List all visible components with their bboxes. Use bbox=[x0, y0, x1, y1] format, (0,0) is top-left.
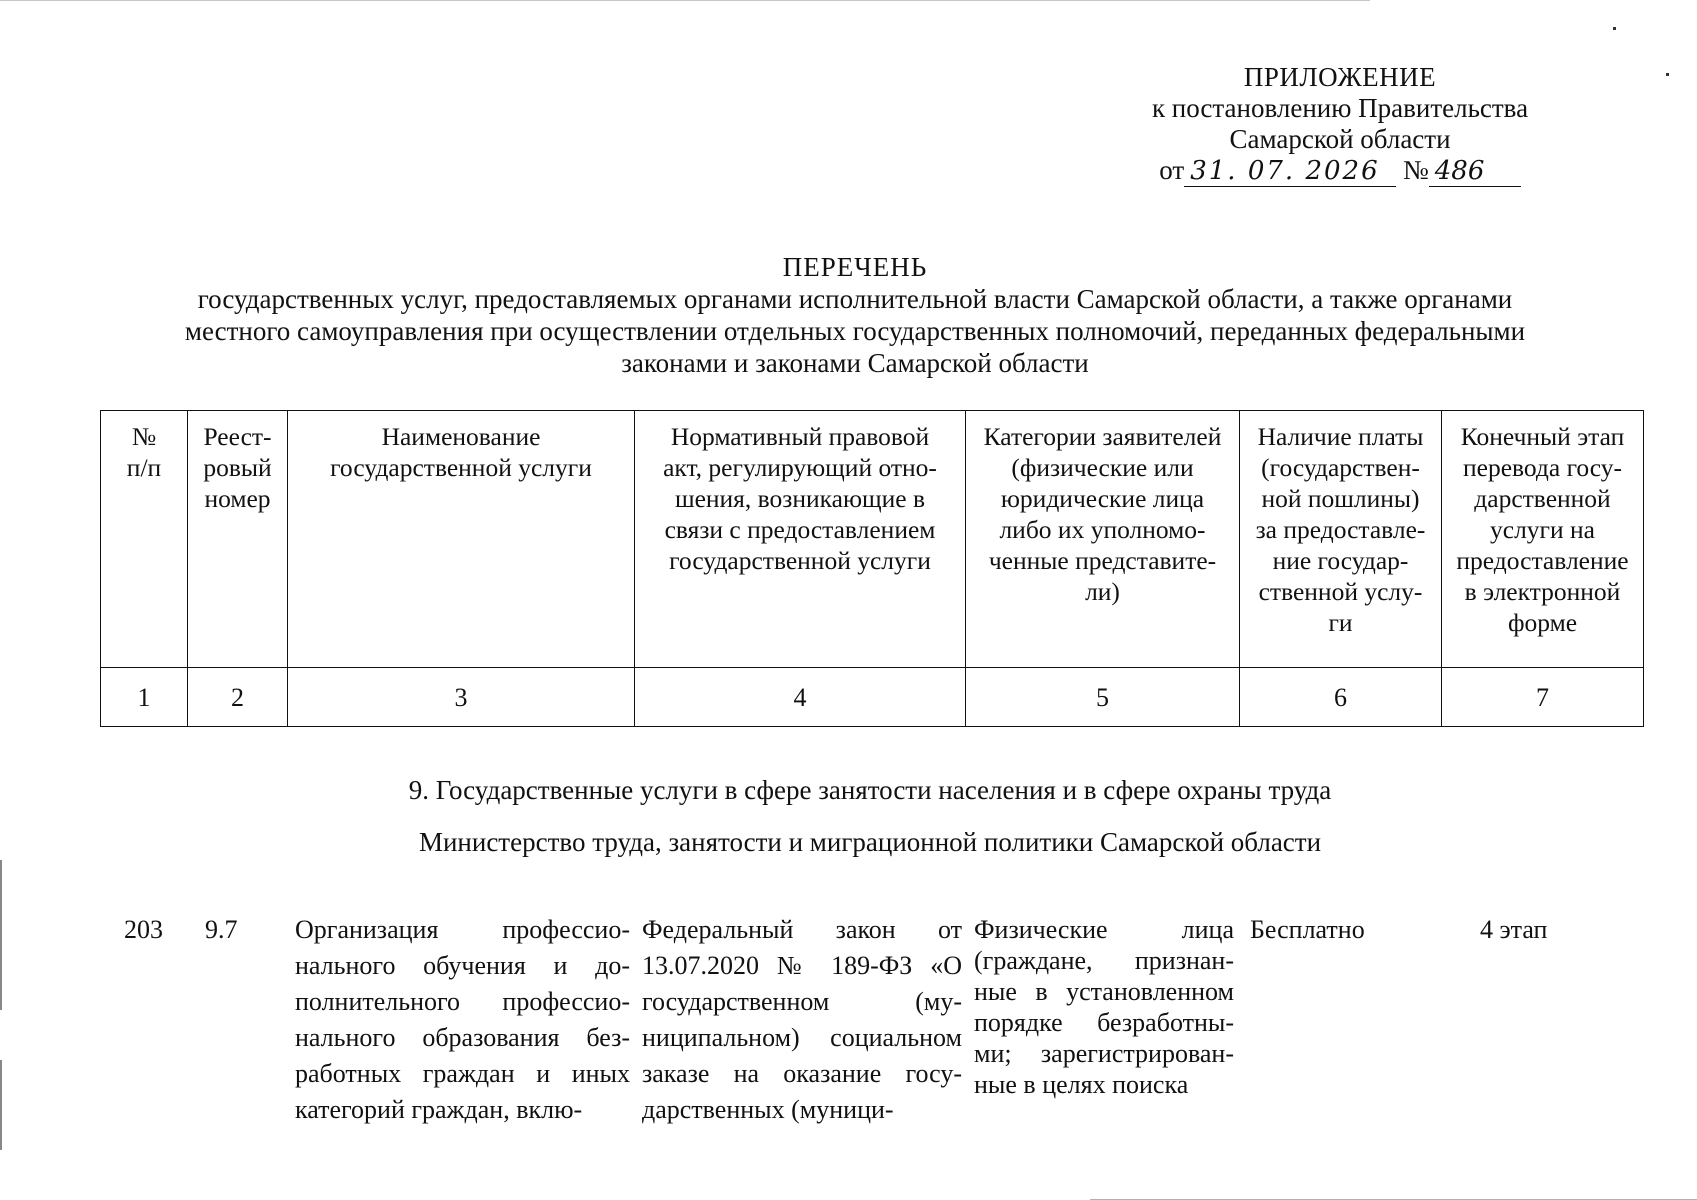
scan-mark bbox=[1613, 27, 1616, 30]
appendix-date-row bbox=[1159, 155, 1520, 187]
services-table bbox=[100, 410, 1644, 727]
table-column-number-row bbox=[101, 668, 1644, 727]
column-header bbox=[966, 411, 1240, 668]
appendix-region-line: Самарской области bbox=[1229, 124, 1451, 154]
document-subtitle-line: местного самоуправления при осуществлении отдельных государственных полномочий, переданных федеральными bbox=[184, 316, 1526, 346]
column-number: 6 bbox=[1240, 668, 1442, 727]
entry-legal-act: Федеральный закон от 13.07.2020 № 189-ФЗ «О государственном (му-ниципальном) социальном заказе на оказание госу-дарственных (муници- bbox=[642, 915, 962, 1124]
column-header-label: Нормативный правовой акт, регулирующий отно- шения, возникающие в связи с предоставлением государственной услуги bbox=[663, 422, 937, 575]
handwritten-date: 31. 07. 2026 bbox=[1184, 156, 1396, 187]
entry-registry-number: 9.7 bbox=[205, 915, 238, 944]
date-prefix: от bbox=[1159, 155, 1185, 185]
column-header-label: № п/п bbox=[126, 422, 162, 482]
entry-fee: Бесплатно bbox=[1250, 915, 1365, 944]
column-number: 4 bbox=[635, 668, 966, 727]
entry-applicant-category: Физические лица (граждане, признан-ные в установленном порядке безработны-ми; зарегистрирован-ные в целях поиска bbox=[974, 915, 1234, 1099]
column-header bbox=[1240, 411, 1442, 668]
column-number: 2 bbox=[188, 668, 288, 727]
column-number: 7 bbox=[1442, 668, 1644, 727]
column-header bbox=[635, 411, 966, 668]
scan-mark bbox=[1666, 73, 1669, 76]
scan-mark bbox=[0, 860, 2, 1010]
column-header-label: Наименование государственной услуги bbox=[330, 422, 592, 482]
scan-mark bbox=[0, 1060, 2, 1150]
handwritten-number: 486 bbox=[1429, 156, 1521, 187]
entry-final-stage: 4 этап bbox=[1480, 915, 1548, 944]
column-number: 3 bbox=[288, 668, 635, 727]
column-number: 5 bbox=[966, 668, 1240, 727]
number-prefix: № bbox=[1402, 155, 1429, 185]
top-border-rule bbox=[0, 0, 1370, 1]
column-header bbox=[188, 411, 288, 668]
column-header-label: Реест- ровый номер bbox=[203, 422, 272, 513]
entry-number: 203 bbox=[124, 915, 163, 944]
document-title: ПЕРЕЧЕНЬ bbox=[782, 252, 928, 282]
appendix-block bbox=[1100, 62, 1580, 187]
column-header bbox=[101, 411, 188, 668]
document-subtitle-line: государственных услуг, предоставляемых органами исполнительной власти Самарской области, а также органами bbox=[197, 284, 1513, 314]
column-header bbox=[288, 411, 635, 668]
section-title: 9. Государственные услуги в сфере занятости населения и в сфере охраны труда bbox=[408, 775, 1332, 805]
entry-service-name: Организация профессио-нального обучения и до-полнительного профессио-нального образования без-работных граждан и иных категорий граждан, вклю- bbox=[295, 915, 630, 1124]
column-number: 1 bbox=[101, 668, 188, 727]
document-subtitle-line: законами и законами Самарской области bbox=[621, 348, 1089, 378]
document-heading bbox=[150, 251, 1560, 379]
table-header-row bbox=[101, 411, 1644, 668]
column-header bbox=[1442, 411, 1644, 668]
appendix-resolution-line: к постановлению Правительства bbox=[1151, 93, 1529, 123]
column-header-label: Категории заявителей (физические или юридические лица либо их уполномо- ченные представите- ли) bbox=[983, 422, 1222, 606]
ministry-title: Министерство труда, занятости и миграционной политики Самарской области bbox=[418, 827, 1322, 857]
appendix-title: ПРИЛОЖЕНИЕ bbox=[1243, 62, 1437, 92]
column-header-label: Наличие платы (государствен- ной пошлины) за предоставле- ние государ- ственной услу- ги bbox=[1255, 422, 1426, 637]
column-header-label: Конечный этап перевода госу- дарственной услуги на предоставление в электронной форме bbox=[1456, 422, 1629, 637]
